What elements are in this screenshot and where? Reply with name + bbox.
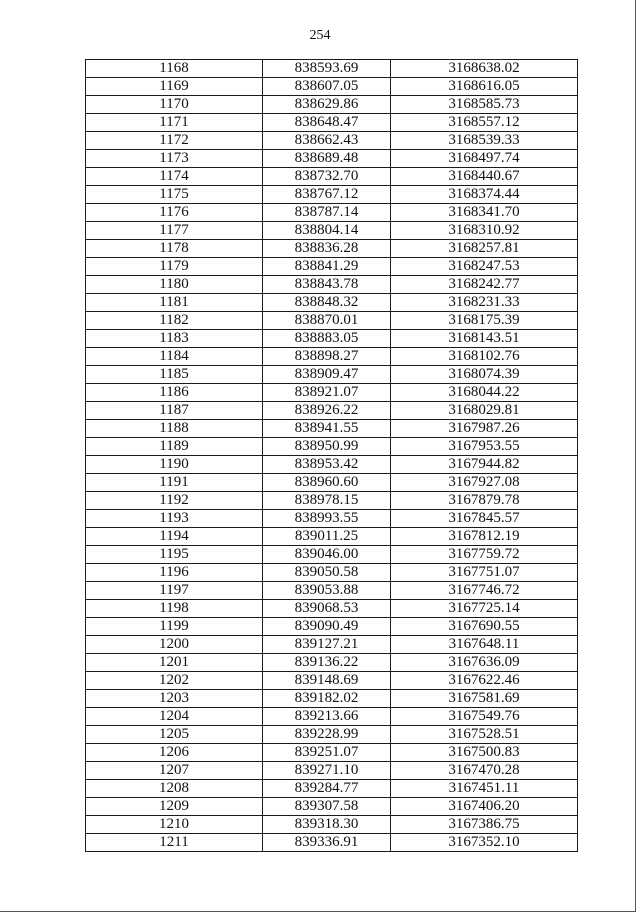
x-coordinate-cell: 838953.42	[263, 456, 391, 474]
point-number-cell: 1196	[86, 564, 263, 582]
y-coordinate-cell: 3167953.55	[391, 438, 578, 456]
table-row	[86, 744, 578, 762]
y-coordinate-cell: 3168102.76	[391, 348, 578, 366]
y-coordinate-cell: 3168497.74	[391, 150, 578, 168]
y-coordinate-cell: 3168585.73	[391, 96, 578, 114]
y-coordinate-cell: 3168029.81	[391, 402, 578, 420]
y-coordinate-cell: 3168616.05	[391, 78, 578, 96]
point-number-cell: 1175	[86, 186, 263, 204]
table-row	[86, 816, 578, 834]
point-number-cell: 1193	[86, 510, 263, 528]
table-row	[86, 798, 578, 816]
point-number-cell: 1200	[86, 636, 263, 654]
table-row	[86, 618, 578, 636]
y-coordinate-cell: 3167352.10	[391, 834, 578, 852]
x-coordinate-cell: 839127.21	[263, 636, 391, 654]
y-coordinate-cell: 3168539.33	[391, 132, 578, 150]
y-coordinate-cell: 3167725.14	[391, 600, 578, 618]
table-row	[86, 402, 578, 420]
y-coordinate-cell: 3167927.08	[391, 474, 578, 492]
y-coordinate-cell: 3167470.28	[391, 762, 578, 780]
x-coordinate-cell: 839136.22	[263, 654, 391, 672]
point-number-cell: 1178	[86, 240, 263, 258]
y-coordinate-cell: 3167500.83	[391, 744, 578, 762]
x-coordinate-cell: 838804.14	[263, 222, 391, 240]
x-coordinate-cell: 838689.48	[263, 150, 391, 168]
point-number-cell: 1197	[86, 582, 263, 600]
table-row	[86, 708, 578, 726]
y-coordinate-cell: 3167581.69	[391, 690, 578, 708]
x-coordinate-cell: 838883.05	[263, 330, 391, 348]
table-row	[86, 96, 578, 114]
table-row	[86, 348, 578, 366]
x-coordinate-cell: 838767.12	[263, 186, 391, 204]
x-coordinate-cell: 839050.58	[263, 564, 391, 582]
table-row	[86, 420, 578, 438]
x-coordinate-cell: 838732.70	[263, 168, 391, 186]
x-coordinate-cell: 839336.91	[263, 834, 391, 852]
y-coordinate-cell: 3167690.55	[391, 618, 578, 636]
point-number-cell: 1174	[86, 168, 263, 186]
x-coordinate-cell: 839046.00	[263, 546, 391, 564]
y-coordinate-cell: 3167879.78	[391, 492, 578, 510]
x-coordinate-cell: 838941.55	[263, 420, 391, 438]
y-coordinate-cell: 3168231.33	[391, 294, 578, 312]
y-coordinate-cell: 3168044.22	[391, 384, 578, 402]
x-coordinate-cell: 839307.58	[263, 798, 391, 816]
x-coordinate-cell: 838593.69	[263, 60, 391, 78]
point-number-cell: 1170	[86, 96, 263, 114]
table-row	[86, 654, 578, 672]
point-number-cell: 1168	[86, 60, 263, 78]
y-coordinate-cell: 3168557.12	[391, 114, 578, 132]
point-number-cell: 1171	[86, 114, 263, 132]
point-number-cell: 1181	[86, 294, 263, 312]
y-coordinate-cell: 3168247.53	[391, 258, 578, 276]
coordinates-table-body	[86, 60, 578, 852]
y-coordinate-cell: 3167636.09	[391, 654, 578, 672]
x-coordinate-cell: 839148.69	[263, 672, 391, 690]
point-number-cell: 1172	[86, 132, 263, 150]
point-number-cell: 1192	[86, 492, 263, 510]
x-coordinate-cell: 839318.30	[263, 816, 391, 834]
y-coordinate-cell: 3168074.39	[391, 366, 578, 384]
table-row	[86, 726, 578, 744]
table-row	[86, 330, 578, 348]
table-row	[86, 240, 578, 258]
x-coordinate-cell: 838629.86	[263, 96, 391, 114]
point-number-cell: 1173	[86, 150, 263, 168]
y-coordinate-cell: 3167746.72	[391, 582, 578, 600]
point-number-cell: 1199	[86, 618, 263, 636]
point-number-cell: 1206	[86, 744, 263, 762]
table-row	[86, 834, 578, 852]
y-coordinate-cell: 3167944.82	[391, 456, 578, 474]
table-row	[86, 456, 578, 474]
y-coordinate-cell: 3167451.11	[391, 780, 578, 798]
table-row	[86, 294, 578, 312]
x-coordinate-cell: 838648.47	[263, 114, 391, 132]
point-number-cell: 1202	[86, 672, 263, 690]
point-number-cell: 1189	[86, 438, 263, 456]
table-row	[86, 204, 578, 222]
x-coordinate-cell: 838926.22	[263, 402, 391, 420]
x-coordinate-cell: 839271.10	[263, 762, 391, 780]
table-row	[86, 150, 578, 168]
x-coordinate-cell: 838848.32	[263, 294, 391, 312]
x-coordinate-cell: 838921.07	[263, 384, 391, 402]
y-coordinate-cell: 3168242.77	[391, 276, 578, 294]
point-number-cell: 1194	[86, 528, 263, 546]
table-row	[86, 546, 578, 564]
y-coordinate-cell: 3167622.46	[391, 672, 578, 690]
x-coordinate-cell: 839053.88	[263, 582, 391, 600]
y-coordinate-cell: 3168175.39	[391, 312, 578, 330]
x-coordinate-cell: 839213.66	[263, 708, 391, 726]
point-number-cell: 1205	[86, 726, 263, 744]
table-row	[86, 510, 578, 528]
y-coordinate-cell: 3167845.57	[391, 510, 578, 528]
y-coordinate-cell: 3167549.76	[391, 708, 578, 726]
x-coordinate-cell: 839090.49	[263, 618, 391, 636]
x-coordinate-cell: 838960.60	[263, 474, 391, 492]
point-number-cell: 1190	[86, 456, 263, 474]
point-number-cell: 1180	[86, 276, 263, 294]
y-coordinate-cell: 3167386.75	[391, 816, 578, 834]
y-coordinate-cell: 3167987.26	[391, 420, 578, 438]
table-row	[86, 60, 578, 78]
table-row	[86, 636, 578, 654]
coordinates-table	[85, 59, 578, 852]
point-number-cell: 1203	[86, 690, 263, 708]
x-coordinate-cell: 839182.02	[263, 690, 391, 708]
table-row	[86, 492, 578, 510]
y-coordinate-cell: 3168440.67	[391, 168, 578, 186]
point-number-cell: 1177	[86, 222, 263, 240]
x-coordinate-cell: 838993.55	[263, 510, 391, 528]
y-coordinate-cell: 3167648.11	[391, 636, 578, 654]
table-row	[86, 114, 578, 132]
table-row	[86, 564, 578, 582]
point-number-cell: 1169	[86, 78, 263, 96]
y-coordinate-cell: 3167406.20	[391, 798, 578, 816]
point-number-cell: 1204	[86, 708, 263, 726]
x-coordinate-cell: 838843.78	[263, 276, 391, 294]
x-coordinate-cell: 838662.43	[263, 132, 391, 150]
point-number-cell: 1183	[86, 330, 263, 348]
table-row	[86, 186, 578, 204]
point-number-cell: 1182	[86, 312, 263, 330]
point-number-cell: 1195	[86, 546, 263, 564]
y-coordinate-cell: 3168638.02	[391, 60, 578, 78]
point-number-cell: 1211	[86, 834, 263, 852]
table-row	[86, 528, 578, 546]
y-coordinate-cell: 3167751.07	[391, 564, 578, 582]
table-row	[86, 258, 578, 276]
point-number-cell: 1176	[86, 204, 263, 222]
x-coordinate-cell: 838841.29	[263, 258, 391, 276]
x-coordinate-cell: 839251.07	[263, 744, 391, 762]
point-number-cell: 1184	[86, 348, 263, 366]
point-number-cell: 1187	[86, 402, 263, 420]
point-number-cell: 1185	[86, 366, 263, 384]
x-coordinate-cell: 838836.28	[263, 240, 391, 258]
x-coordinate-cell: 838787.14	[263, 204, 391, 222]
table-row	[86, 474, 578, 492]
table-row	[86, 276, 578, 294]
table-row	[86, 600, 578, 618]
x-coordinate-cell: 839068.53	[263, 600, 391, 618]
table-row	[86, 366, 578, 384]
point-number-cell: 1210	[86, 816, 263, 834]
x-coordinate-cell: 839228.99	[263, 726, 391, 744]
table-row	[86, 690, 578, 708]
table-row	[86, 384, 578, 402]
table-row	[86, 132, 578, 150]
point-number-cell: 1209	[86, 798, 263, 816]
y-coordinate-cell: 3168374.44	[391, 186, 578, 204]
x-coordinate-cell: 838950.99	[263, 438, 391, 456]
scan-border-bottom	[0, 911, 636, 912]
x-coordinate-cell: 839011.25	[263, 528, 391, 546]
table-row	[86, 168, 578, 186]
table-row	[86, 780, 578, 798]
table-row	[86, 672, 578, 690]
x-coordinate-cell: 838898.27	[263, 348, 391, 366]
y-coordinate-cell: 3168310.92	[391, 222, 578, 240]
table-row	[86, 762, 578, 780]
table-row	[86, 312, 578, 330]
x-coordinate-cell: 839284.77	[263, 780, 391, 798]
page-number: 254	[309, 28, 331, 43]
point-number-cell: 1191	[86, 474, 263, 492]
point-number-cell: 1198	[86, 600, 263, 618]
y-coordinate-cell: 3167528.51	[391, 726, 578, 744]
point-number-cell: 1201	[86, 654, 263, 672]
x-coordinate-cell: 838978.15	[263, 492, 391, 510]
y-coordinate-cell: 3167759.72	[391, 546, 578, 564]
scan-border-right	[635, 0, 636, 912]
table-row	[86, 222, 578, 240]
point-number-cell: 1208	[86, 780, 263, 798]
point-number-cell: 1179	[86, 258, 263, 276]
point-number-cell: 1188	[86, 420, 263, 438]
x-coordinate-cell: 838870.01	[263, 312, 391, 330]
y-coordinate-cell: 3168143.51	[391, 330, 578, 348]
point-number-cell: 1186	[86, 384, 263, 402]
x-coordinate-cell: 838909.47	[263, 366, 391, 384]
y-coordinate-cell: 3168257.81	[391, 240, 578, 258]
point-number-cell: 1207	[86, 762, 263, 780]
table-row	[86, 78, 578, 96]
table-row	[86, 438, 578, 456]
y-coordinate-cell: 3168341.70	[391, 204, 578, 222]
table-row	[86, 582, 578, 600]
x-coordinate-cell: 838607.05	[263, 78, 391, 96]
y-coordinate-cell: 3167812.19	[391, 528, 578, 546]
